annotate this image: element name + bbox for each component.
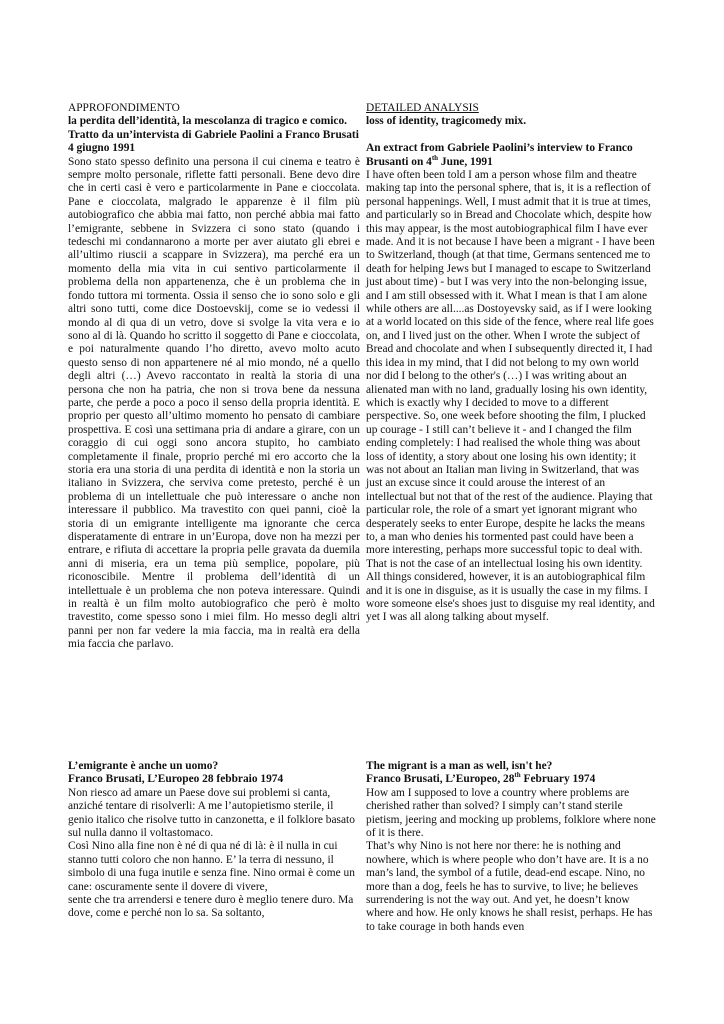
section2-body-it-2: Così Nino alla fine non è né di qua né di là: è il nulla in cui stanno tutti coloro che non hanno. E’ la terra di nessuno, il simbolo di una fuga inutile e senza fine. Nino ormai è come un cane: oscuramente sente il dovere di vivere,	[68, 840, 355, 893]
subtitle-it: la perdita dell’identità, la mescolanza di tragico e comico.	[68, 115, 348, 128]
section-label-it: APPROFONDIMENTO	[68, 102, 180, 114]
section2-body-it-1: Non riesco ad amare un Paese dove sui problemi si canta, anziché tentare di risolverli: A me l’autopietismo sterile, il genio italico che risolve tutto in canzonetta, e il folklore basato sul nulla danno il voltastomaco.	[68, 786, 355, 840]
italian-section-2	[68, 760, 360, 921]
section2-source-it: Franco Brusati, L’Europeo 28 febbraio 1974	[68, 773, 284, 786]
body-en: I have often been told I am a person whose film and theatre making tap into the personal sphere, that is, it is a reflection of personal happenings. Well, I must admit that it is true at times, and particularly so in Bread and Chocolate which, despite how this may appear, is the most autobiographical film I have ever made. And it is not because I have been a migrant - I have been to Switzerland, though (at that time, Germans sentenced me to death for helping Jews but I managed to escape to Switzerland just about time) - but I was very into the non-belonging issue, and I am still obsessed with it. What I mean is that I am alone while others are all....as Dostoyevsky said, as if I were looking at a world located on this side of the fence, where real life goes on, and I lived just on the other. When I wrote the subject of Bread and chocolate and when I subsequently directed it, I had this idea in my mind, that I did not belong to my own world nor did I belong to the other's (…) I was writing about an alienated man with no land, gradually losing his own identity, which is exactly why I decided to move to a different perspective. So, one week before shooting the film, I plucked up courage - I still can’t believe it - and I changed the film ending completely: I had realised the whole thing was about loss of identity, a story about one losing his own identity; it was not about an Italian man living in Switzerland, that was just an excuse since it could arouse the interest of an intellectual but not that of the rest of the audience. Playing that particular role, the role of a smart yet ignorant migrant who desperately seeks to enter Europe, despite he lacks the means to, a man who denies his tormented past could have been a more interesting, perhaps more successful topic to deal with. That is not the case of an intellectual losing his own identity. All things considered, however, it is an autobiographical film and it is one in disguise, as it is usually the case in my films. I wore someone else's shoes just to disguise my real identity, and yet I was all along talking about myself.	[366, 169, 655, 624]
section2-body-it-3: sente che tra arrendersi e tenere duro è meglio tenere duro. Ma dove, come e perché non lo sa. Sa soltanto,	[68, 894, 354, 920]
english-column	[366, 102, 656, 625]
section-label-en: DETAILED ANALYSIS	[366, 102, 479, 114]
subtitle-en: loss of identity, tragicomedy mix.	[366, 115, 527, 128]
section2-body-en-1: How am I supposed to love a country where problems are cherished rather than solved? I simply can’t stand sterile pietism, jeering and mocking up problems, folklore where none of it is there.	[366, 786, 656, 840]
source-en-pre: An extract from Gabriele Paolini’s interview to Franco Brusanti on 4	[366, 142, 633, 168]
section2-body-en-2: That’s why Nino is not here nor there: he is nothing and nowhere, which is where people who don’t have are. It is a no man’s land, the symbol of a futile, dead-end escape. Nino, no more than a dog, feels he has to survive, to live; he believes surrendering is not the way out. And yet, he doesn’t know where and how. He only knows he shall resist, perhaps. He has to take courage in both hands even	[366, 840, 653, 933]
english-section-2	[366, 760, 656, 934]
section2-title-en: The migrant is a man as well, isn't he?	[366, 760, 553, 772]
source-it: Tratto da un’intervista di Gabriele Paolini a Franco Brusati 4 giugno 1991	[68, 128, 359, 155]
section2-source-en-pre: Franco Brusati, L’Europeo, 28	[366, 773, 515, 786]
italian-column	[68, 102, 360, 652]
source-en	[366, 142, 656, 169]
section2-source-en-sup: th	[514, 771, 521, 780]
section2-source-en	[366, 773, 656, 786]
source-en-post: June, 1991	[438, 155, 493, 168]
source-en-sup: th	[431, 153, 439, 162]
section2-source-en-post: February 1974	[520, 773, 596, 786]
body-it: Sono stato spesso definito una persona il cui cinema e teatro è sempre molto personale, riflette fatti personali. Bene devo dire che in certi casi è vero e particolarmente in Pane e cioccolata. Pane e cioccolata, malgrado le apparenze è il film più autobiografico che abbia mai fatto, non perché abbia mai fatto l’emigrante, sebbene in Svizzera ci sono stato (quando i tedeschi mi condannarono a morte per aver aiutato gli ebrei e all’ultimo riuscii a scappare in Svizzera), ma perché era un momento della mia vita in cui sentivo particolarmente il problema della non appartenenza, che è un problema che in fondo tuttora mi tormenta. Ossia il senso che io sono solo e gli altri sono tutti, come dice Dostoevskij, come se io vedessi il mondo al di qua di un vetro, dove si svolge la vita vera e io sono al di là. Quando ho scritto il soggetto di Pane e cioccolata, e poi naturalmente quando l’ho diretto, avevo molto acuto questo senso di non appartenere né al mio mondo, né a quello degli altri (…) Avevo raccontato in realtà la storia di una persona che non ha patria, che non si trova bene da nessuna parte, che perde a poco a poco il senso della propria identità. E proprio per questo all’ultimo momento ho pensato di cambiare prospettiva. E così una settimana pria di andare a girare, con un coraggio di cui oggi sono ancora stupito, ho cambiato completamente il finale, proprio perché mi ero accorto che la storia era una storia di una perdita di identità e non la storia un italiano in Svizzera, che serviva come pretesto, perché è un problema di un intellettuale che può interessare o anche non interessare il pubblico. Ma travestito con quei panni, cioè la storia di un emigrante intelligente ma ignorante che cerca disperatamente di entrare in un’Europa, dove non ha mezzi per entrare, e rifiuta di accettare la propria pelle gravata da duemila anni di miseria, era un tema più semplice, popolare, più riconoscibile. Mentre il problema dell’identità di un intellettuale è un problema che non poteva interessare. Quindi in realtà è un film molto autobiografico che però è molto travestito, come spesso sono i miei film. Ho messo degli altri panni per non far vedere la mia faccia, ma in realtà era della mia faccia che parlavo.	[68, 155, 360, 651]
section2-title-it: L’emigrante è anche un uomo?	[68, 760, 219, 772]
